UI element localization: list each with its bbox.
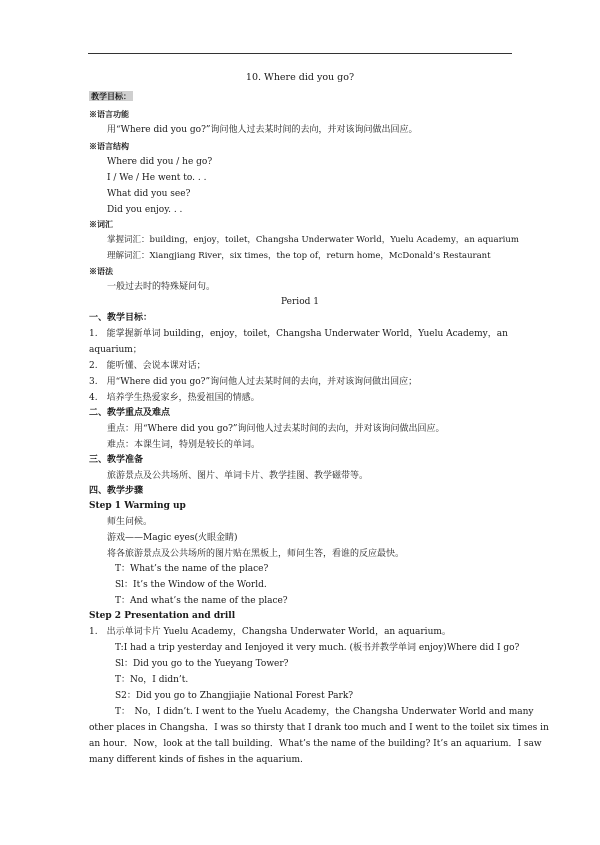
dialogue-line: T： No，I didn’t. I went to the Yuelu Academy，the Changsha Underwater World and many — [115, 707, 534, 717]
objective-item: 1. 能掌握新单词 building，enjoy，toilet，Changsha Underwater World，Yuelu Academy，an — [89, 329, 508, 339]
vocab-understand: 理解词汇：Xiangjiang River，six times，the top of，return home，McDonald’s Restaurant — [107, 251, 491, 261]
structure-label: ※语言结构 — [89, 141, 129, 151]
section-heading: 三、教学准备 — [89, 455, 144, 465]
dialogue-line: an hour．Now，look at the tall building．What’s the name of the building? It’s an aquarium．I saw — [89, 739, 542, 749]
dialogue-line: T：And what’s the name of the place? — [115, 596, 288, 606]
document-title: 10. Where did you go? — [245, 72, 355, 83]
dialogue-line: T:I had a trip yesterday and Ienjoyed it very much. (板书并教学单词 enjoy)Where did I go? — [115, 643, 520, 653]
dialogue-line: Sl：Did you go to the Yueyang Tower? — [115, 659, 289, 669]
dialogue-line: other places in Changsha．I was so thirsty that I drank too much and I went to the toilet six times in — [89, 723, 549, 733]
structure-line: What did you see? — [107, 189, 191, 199]
dialogue-line: T：What’s the name of the place? — [115, 564, 269, 574]
section-heading: 二、教学重点及难点 — [89, 408, 171, 418]
dialogue-line: Sl：It’s the Window of the World. — [115, 580, 267, 590]
step-line: 游戏——Magic eyes(火眼金睛) — [107, 533, 238, 543]
vocab-master: 掌握词汇：building，enjoy，toilet，Changsha Underwater World，Yuelu Academy，an aquarium — [107, 235, 519, 245]
objectives-label: 教学目标： — [91, 91, 131, 101]
preparation-text: 旅游景点及公共场所、图片、单词卡片、教学挂图、教学磁带等。 — [107, 471, 369, 481]
structure-line: Did you enjoy. . . — [107, 205, 183, 215]
function-text: 用“Where did you go?”询问他人过去某时间的去向，并对该询问做出回应。 — [107, 125, 418, 135]
key-point: 重点：用“Where did you go?”询问他人过去某时间的去向，并对该询问做出回应。 — [107, 424, 445, 434]
grammar-text: 一般过去时的特殊疑问句。 — [107, 282, 216, 292]
grammar-label: ※语法 — [89, 266, 113, 276]
section-heading: 一、教学目标： — [89, 313, 153, 323]
section-heading: 四、教学步骤 — [89, 486, 144, 496]
step-line: 将各旅游景点及公共场所的图片贴在黑板上，师问生答，看谁的反应最快。 — [107, 549, 405, 559]
step-line: 1. 出示单词卡片 Yuelu Academy，Changsha Underwater World，an aquarium。 — [89, 627, 451, 637]
vocab-label: ※词汇 — [89, 219, 113, 229]
objective-item: 3. 用“Where did you go?”询问他人过去某时间的去向，并对该询问做出回应； — [89, 377, 418, 387]
objective-item: 4. 培养学生热爱家乡，热爱祖国的情感。 — [89, 393, 260, 403]
structure-line: Where did you / he go? — [107, 157, 213, 167]
step-line: 师生问候。 — [107, 517, 153, 527]
difficult-point: 难点：本课生词，特别是较长的单词。 — [107, 440, 261, 450]
objective-item: 2. 能听懂、会说本课对话； — [89, 361, 206, 371]
header-rule — [88, 53, 512, 54]
dialogue-line: S2：Did you go to Zhangjiajie National Forest Park? — [115, 691, 354, 701]
step-heading: Step 2 Presentation and drill — [89, 611, 236, 621]
step-heading: Step 1 Warming up — [89, 501, 186, 511]
period-title: Period 1 — [281, 297, 319, 307]
objective-item: aquarium； — [89, 345, 142, 355]
function-label: ※语言功能 — [89, 109, 129, 119]
structure-line: I / We / He went to. . . — [107, 173, 207, 183]
dialogue-line: many different kinds of fishes in the aquarium. — [89, 755, 303, 765]
dialogue-line: T：No，I didn’t. — [115, 675, 189, 685]
